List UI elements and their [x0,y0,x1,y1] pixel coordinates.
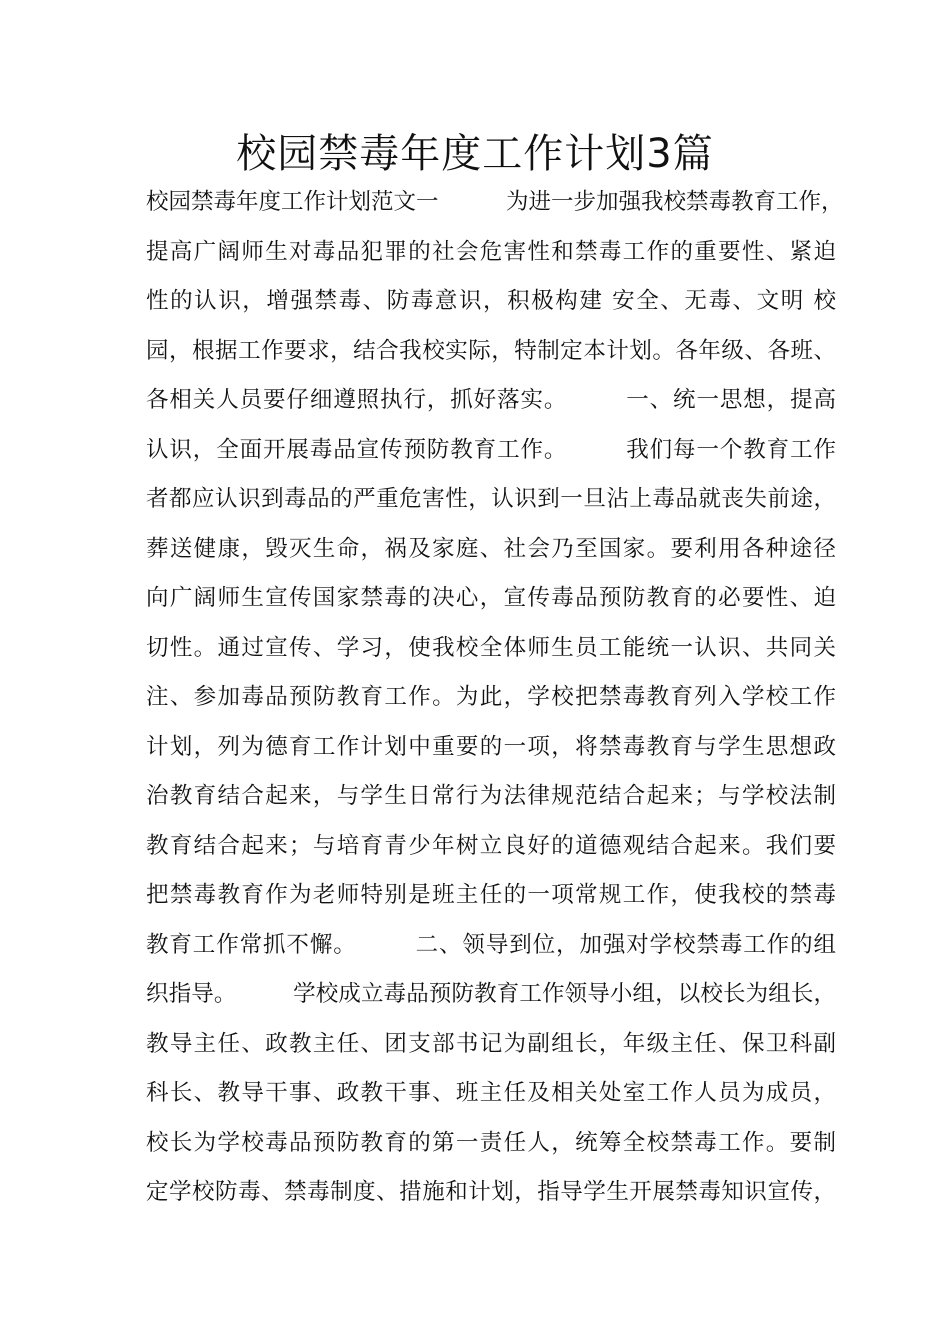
body-line: 治教育结合起来，与学生日常行为法律规范结合起来；与学校法制 [146,783,836,809]
body-line: 性的认识，增强禁毒、防毒意识，积极构建 安全、无毒、文明 校 [146,288,836,314]
body-line: 葬送健康，毁灭生命，祸及家庭、社会乃至国家。要利用各种途径 [146,535,836,562]
body-line: 织指导。 学校成立毒品预防教育工作领导小组，以校长为组长， [146,981,836,1007]
body-line: 向广阔师生宣传国家禁毒的决心，宣传毒品预防教育的必要性、迫 [146,585,836,611]
body-line: 者都应认识到毒品的严重危害性，认识到一旦沾上毒品就丧失前途， [146,486,836,512]
body-line: 切性。通过宣传、学习，使我校全体师生员工能统一认识、共同关 [146,634,836,661]
body-line: 认识，全面开展毒品宣传预防教育工作。 我们每一个教育工作 [146,436,836,463]
body-line: 校长为学校毒品预防教育的第一责任人，统筹全校禁毒工作。要制 [146,1129,836,1156]
body-line: 提高广阔师生对毒品犯罪的社会危害性和禁毒工作的重要性、紧迫 [146,238,836,265]
body-line: 教育工作常抓不懈。 二、领导到位，加强对学校禁毒工作的组 [146,931,836,958]
body-line: 计划，列为德育工作计划中重要的一项，将禁毒教育与学生思想政 [146,733,836,760]
body-line: 教育结合起来；与培育青少年树立良好的道德观结合起来。我们要 [146,832,836,859]
body-line: 科长、教导干事、政教干事、班主任及相关处室工作人员为成员， [146,1080,836,1106]
body-line: 教导主任、政教主任、团支部书记为副组长，年级主任、保卫科副 [146,1030,836,1057]
body-line: 把禁毒教育作为老师特别是班主任的一项常规工作，使我校的禁毒 [146,882,836,908]
body-line: 校园禁毒年度工作计划范文一 为进一步加强我校禁毒教育工作， [146,189,844,215]
body-line: 注、参加毒品预防教育工作。为此，学校把禁毒教育列入学校工作 [146,684,836,710]
document-body [146,178,844,1218]
document-title: 校园禁毒年度工作计划3篇 [236,131,714,177]
body-line: 园，根据工作要求，结合我校实际，特制定本计划。各年级、各班、 [146,337,836,364]
body-line: 定学校防毒、禁毒制度、措施和计划，指导学生开展禁毒知识宣传， [146,1179,836,1205]
body-line: 各相关人员要仔细遵照执行，抓好落实。 一、统一思想，提高 [146,387,836,413]
